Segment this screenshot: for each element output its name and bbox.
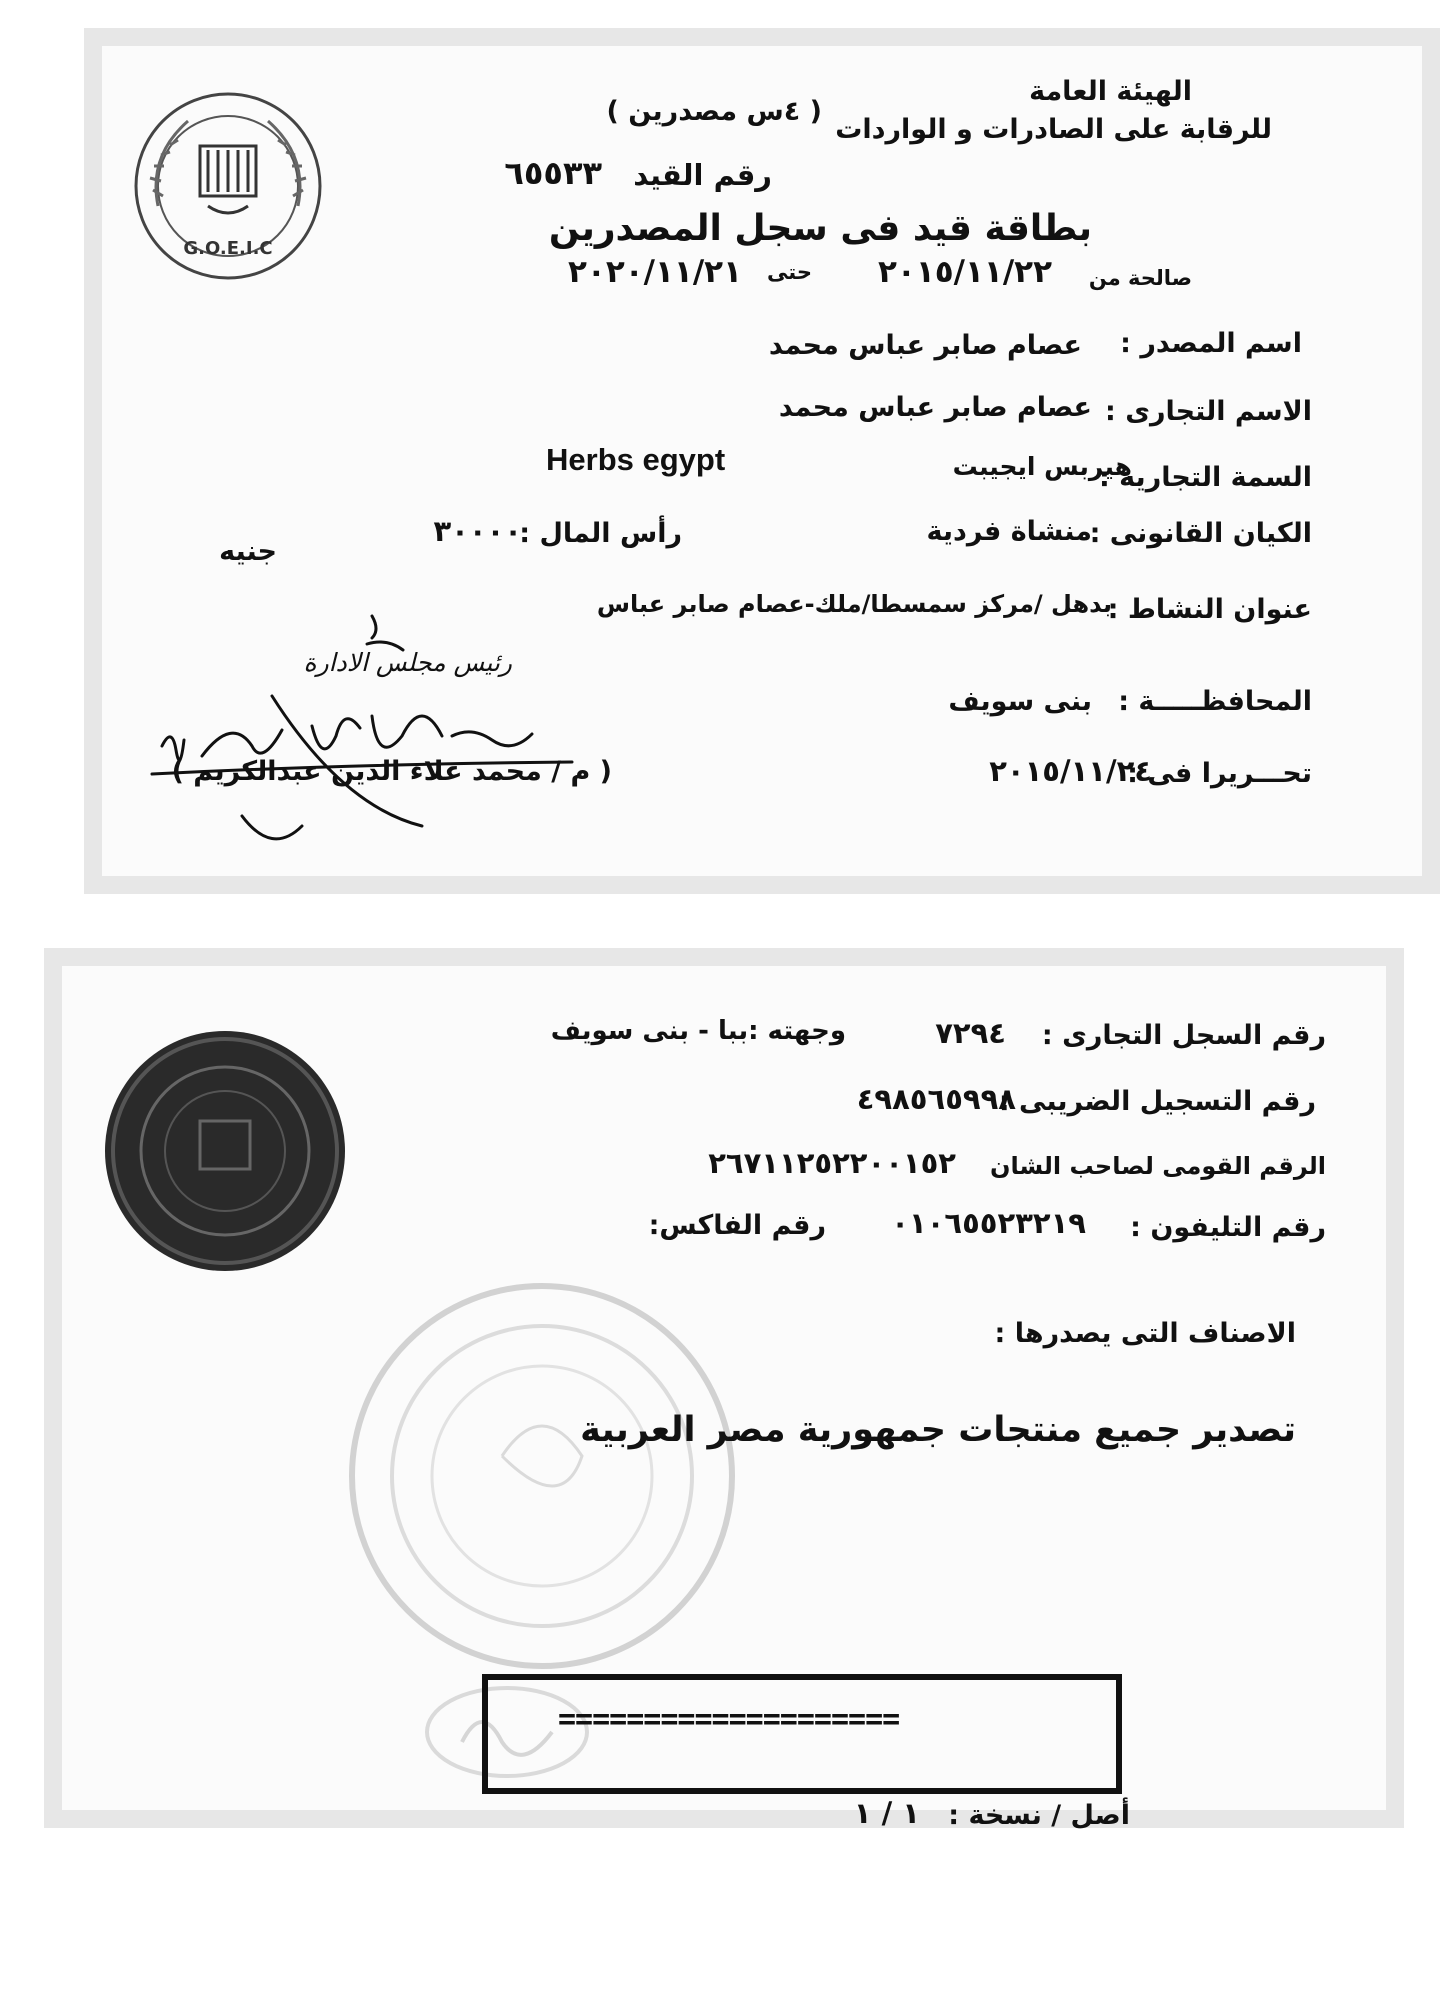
boxed-field — [482, 1674, 1122, 1794]
commercial-register-number: ٧٢٩٤ — [935, 1016, 1006, 1050]
registration-number: ٦٥٥٣٣ — [504, 154, 602, 192]
tax-registration-number: ٤٩٨٥٦٥٩٩٨ — [856, 1082, 1016, 1116]
categories-label: الاصناف التى يصدرها : — [994, 1318, 1296, 1349]
brand-arabic: هيربس ايجيبت — [952, 452, 1132, 481]
faint-stamp-icon — [332, 1266, 752, 1686]
national-id-number: ٢٦٧١١٢٥٢٢٠٠١٥٢ — [708, 1146, 956, 1180]
legal-entity-label: الكيان القانونى : — [1089, 518, 1312, 549]
authority-line-1: الهيئة العامة — [1029, 76, 1192, 107]
valid-to-date: ٢٠٢٠/١١/٢١ — [567, 254, 742, 290]
tax-registration-label: رقم التسجيل الضريبى : — [998, 1086, 1316, 1117]
phone-number: ٠١٠٦٥٥٢٣٢١٩ — [891, 1206, 1086, 1240]
brand-label: السمة التجارية : — [1098, 462, 1312, 493]
goeic-seal-icon — [128, 86, 328, 286]
embossed-seal-icon — [100, 1026, 350, 1276]
capital-value: ٣٠٠٠٠ — [433, 514, 522, 548]
copy-value: ١ / ١ — [853, 1796, 920, 1830]
capital-currency: جنيه — [219, 536, 277, 567]
issued-date: ٢٠١٥/١١/٢٤ — [989, 754, 1152, 788]
phone-label: رقم التليفون : — [1130, 1212, 1326, 1243]
fax-label: رقم الفاكس: — [648, 1210, 826, 1241]
national-id-label: الرقم القومى لصاحب الشان — [990, 1152, 1326, 1180]
seal-text: G.O.E.I.C — [183, 238, 273, 259]
brand-latin: Herbs egypt — [546, 442, 726, 477]
categories-value: تصدير جميع منتجات جمهورية مصر العربية — [580, 1410, 1296, 1450]
address: بدهل /مركز سمسطا/ملك-عصام صابر عباس — [596, 590, 1112, 618]
legal-entity: منشاة فردية — [926, 516, 1092, 547]
address-label: عنوان النشاط : — [1107, 594, 1312, 625]
capital-label: رأس المال : — [519, 518, 682, 549]
governorate: بنى سويف — [948, 686, 1092, 717]
exporter-name: عصام صابر عباس محمد — [768, 330, 1082, 361]
registration-card-back — [44, 948, 1404, 1828]
exporter-category: ( ٤س مصدرين ) — [606, 96, 822, 127]
governorate-label: المحافظـــــة : — [1118, 686, 1312, 717]
signature-scribble — [122, 606, 642, 856]
authority-line-2: للرقابة على الصادرات و الواردات — [835, 114, 1272, 145]
issued-label: تحـــريرا فى : — [1127, 758, 1312, 789]
signatory-title: رئيس مجلس الادارة — [303, 648, 512, 677]
registration-card-front — [84, 28, 1440, 894]
valid-to-label: حتى — [767, 260, 812, 284]
commercial-register-label: رقم السجل التجارى : — [1041, 1020, 1326, 1051]
registration-label: رقم القيد — [633, 158, 772, 192]
copy-label: أصل / نسخة : — [948, 1800, 1130, 1831]
valid-from-date: ٢٠١٥/١١/٢٢ — [877, 254, 1052, 290]
signatory-name: ( م / محمد علاء الدين عبدالكريم ) — [171, 756, 612, 787]
trade-name: عصام صابر عباس محمد — [778, 392, 1092, 423]
exporter-name-label: اسم المصدر : — [1120, 328, 1302, 359]
valid-from-label: صالحة من — [1088, 266, 1192, 290]
boxed-text: ==================== — [558, 1702, 900, 1737]
trade-name-label: الاسم التجارى : — [1105, 396, 1312, 427]
register-office: وجهته :ببا - بنى سويف — [550, 1016, 846, 1046]
card-title: بطاقة قيد فى سجل المصدرين — [548, 208, 1092, 249]
